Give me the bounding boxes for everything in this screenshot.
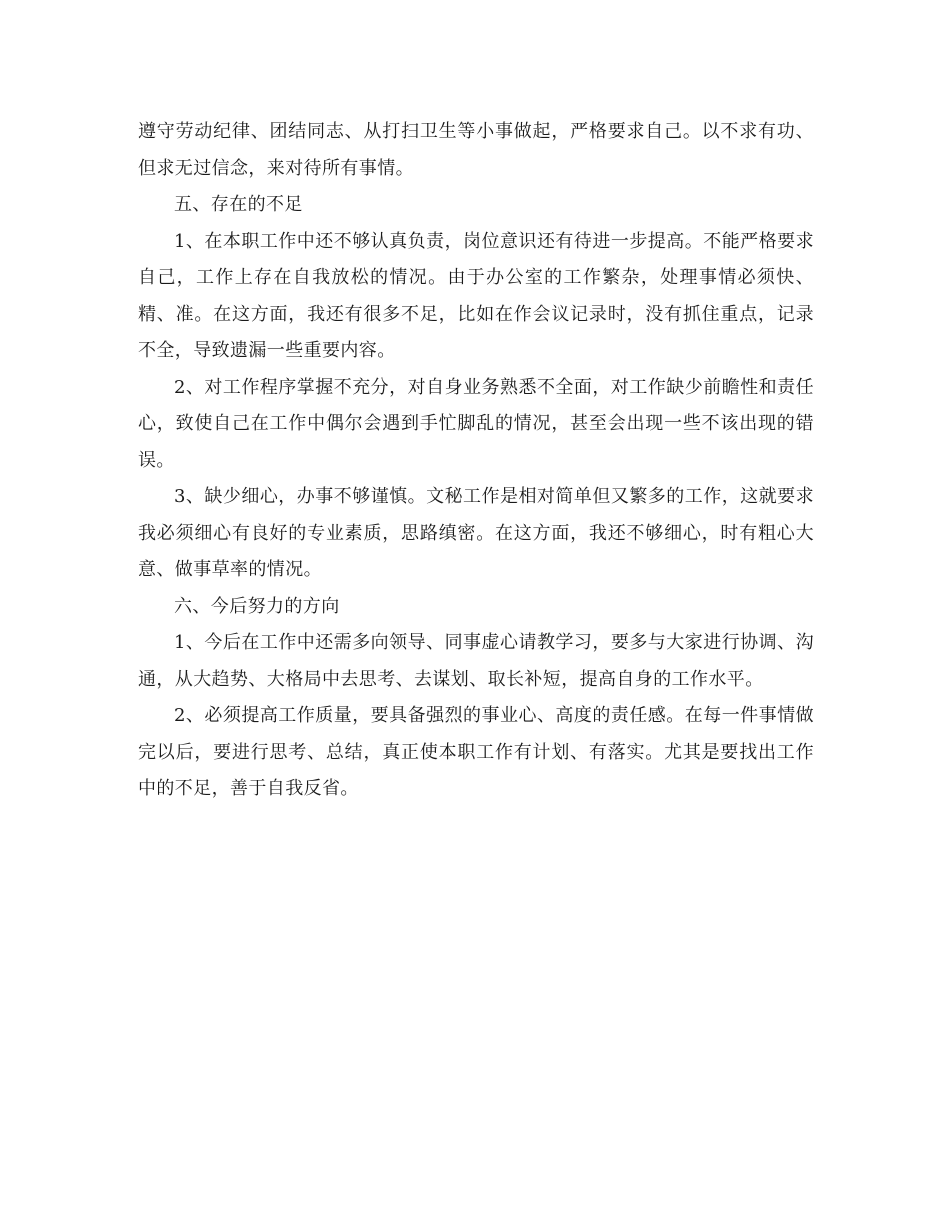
section-heading-shortcomings: 五、存在的不足: [174, 194, 303, 215]
paragraph-direction-1: 1、今后在工作中还需多向领导、同事虚心请教学习，要多与大家进行协调、沟通，从大趋势、大格局中去思考、去谋划、取长补短，提高自身的工作水平。: [138, 632, 814, 690]
paragraph-shortcoming-2: 2、对工作程序掌握不充分，对自身业务熟悉不全面，对工作缺少前瞻性和责任心，致使自己在工作中偶尔会遇到手忙脚乱的情况，甚至会出现一些不该出现的错误。: [138, 376, 814, 471]
paragraph-direction-2: 2、必须提高工作质量，要具备强烈的事业心、高度的责任感。在每一件事情做完以后，要进行思考、总结，真正使本职工作有计划、有落实。尤其是要找出工作中的不足，善于自我反省。: [138, 705, 814, 799]
section-heading-future-direction: 六、今后努力的方向: [174, 595, 340, 617]
document-body: [138, 114, 814, 808]
paragraph-continuation: 遵守劳动纪律、团结同志、从打扫卫生等小事做起，严格要求自己。以不求有功、但求无过信念，来对待所有事情。: [138, 121, 814, 179]
paragraph-shortcoming-3: 3、缺少细心，办事不够谨慎。文秘工作是相对简单但又繁多的工作，这就要求我必须细心有良好的专业素质，思路缜密。在这方面，我还不够细心，时有粗心大意、做事草率的情况。: [138, 486, 814, 580]
paragraph-shortcoming-1: 1、在本职工作中还不够认真负责，岗位意识还有待进一步提高。不能严格要求自己，工作上存在自我放松的情况。由于办公室的工作繁杂，处理事情必须快、精、准。在这方面，我还有很多不足，比如在作会议记录时，没有抓住重点，记录不全，导致遗漏一些重要内容。: [138, 230, 814, 361]
